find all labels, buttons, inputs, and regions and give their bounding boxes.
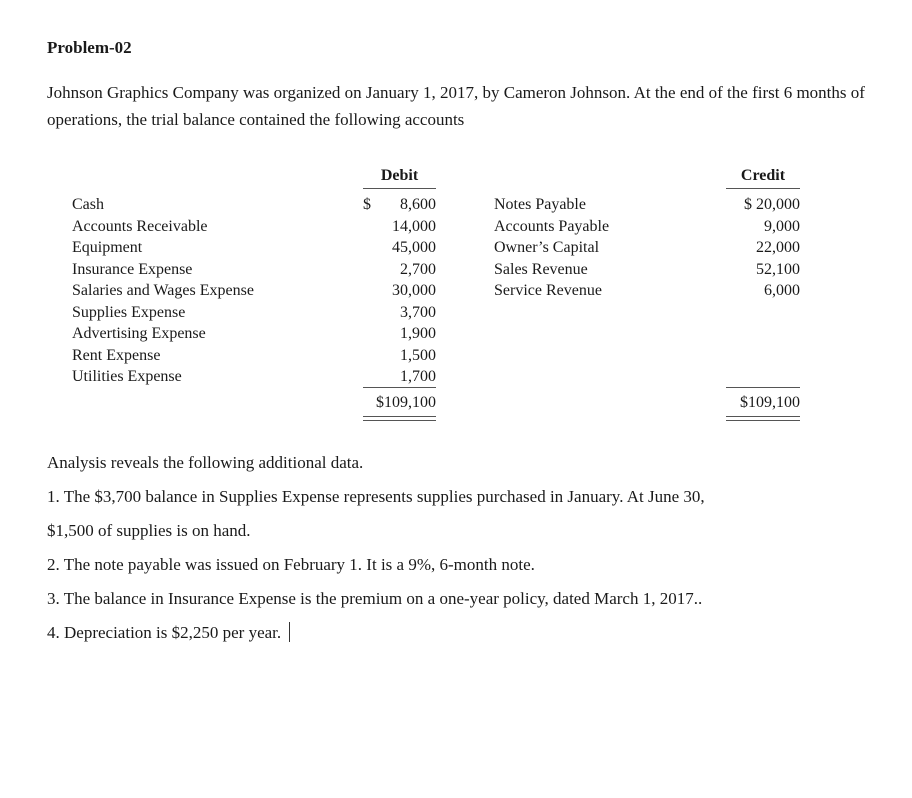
analysis-item: 4. Depreciation is $2,250 per year. xyxy=(47,623,282,642)
account-name: Advertising Expense xyxy=(72,325,206,342)
credit-amount: 22,000 xyxy=(756,239,800,256)
debit-amount-row xyxy=(363,194,436,216)
analysis-item: 2. The note payable was issued on February 1. It is a 9%, 6-month note. xyxy=(47,555,535,574)
problem-title: Problem-02 xyxy=(47,38,132,57)
account-name: Service Revenue xyxy=(494,282,602,299)
intro-paragraph: Johnson Graphics Company was organized on January 1, 2017, by Cameron Johnson. At the end of the first 6 months of operations, the trial balance contained the following accounts xyxy=(47,83,865,129)
account-name: Salaries and Wages Expense xyxy=(72,282,254,299)
analysis-heading: Analysis reveals the following additional data. xyxy=(47,453,364,472)
account-name: Notes Payable xyxy=(494,196,586,213)
debit-amount: 1,900 xyxy=(400,325,436,342)
account-name: Accounts Payable xyxy=(494,217,610,235)
credit-account-names xyxy=(494,194,609,302)
debit-double-rule xyxy=(363,416,436,421)
account-name: Insurance Expense xyxy=(72,260,193,278)
credit-header-rule xyxy=(726,188,800,189)
debit-account-names xyxy=(72,194,254,388)
debit-amount: 2,700 xyxy=(400,260,436,278)
debit-amount: 45,000 xyxy=(392,239,436,256)
credit-header: Credit xyxy=(740,167,786,184)
credit-amount: 6,000 xyxy=(764,282,800,299)
account-name: Sales Revenue xyxy=(494,260,588,278)
analysis-item: 1. The $3,700 balance in Supplies Expense represents supplies purchased in January. At June 30, xyxy=(47,487,705,506)
account-name: Rent Expense xyxy=(72,346,161,364)
account-name: Accounts Receivable xyxy=(72,217,208,235)
credit-amounts xyxy=(726,194,800,302)
analysis-item-last xyxy=(47,616,877,650)
debit-amount: 8,600 xyxy=(400,196,436,213)
debit-header-rule xyxy=(363,188,436,189)
analysis-item: 3. The balance in Insurance Expense is the premium on a one-year policy, dated March 1, 2017.. xyxy=(47,589,703,608)
debit-amount: 14,000 xyxy=(392,217,436,235)
credit-double-rule xyxy=(726,416,800,421)
analysis-section xyxy=(47,446,877,650)
debit-amounts xyxy=(363,194,436,388)
account-name: Utilities Expense xyxy=(72,368,182,385)
debit-header: Debit xyxy=(380,167,419,184)
account-name: Equipment xyxy=(72,239,143,256)
account-name: Owner’s Capital xyxy=(494,239,600,256)
analysis-item: $1,500 of supplies is on hand. xyxy=(47,521,251,540)
debit-amount: 30,000 xyxy=(392,282,436,299)
dollar-sign: $ xyxy=(363,196,371,213)
debit-amount: 1,500 xyxy=(400,346,436,364)
credit-amount: 9,000 xyxy=(764,217,800,235)
debit-total: $109,100 xyxy=(376,394,436,411)
account-name: Cash xyxy=(72,196,104,213)
debit-sum-rule xyxy=(363,387,436,388)
debit-amount: 1,700 xyxy=(400,368,436,385)
account-name: Supplies Expense xyxy=(72,303,186,321)
credit-total: $109,100 xyxy=(740,394,800,411)
credit-amount: 52,100 xyxy=(756,260,800,278)
debit-amount: 3,700 xyxy=(400,303,436,321)
credit-amount: $ 20,000 xyxy=(744,196,800,213)
text-cursor xyxy=(289,622,290,642)
credit-sum-rule xyxy=(726,387,800,388)
